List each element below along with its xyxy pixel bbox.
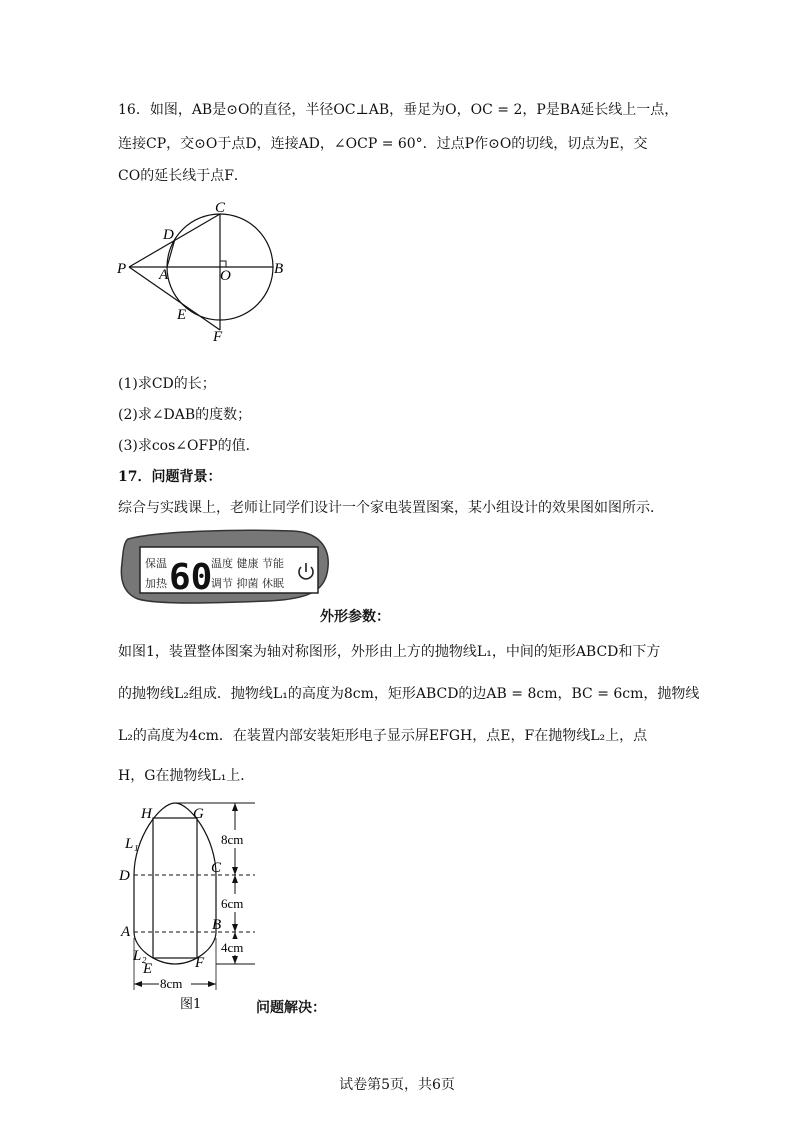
fig1-label-D: D — [119, 868, 130, 884]
fig1-label-L2: L₂ — [133, 948, 147, 964]
fig1-label-F: F — [195, 955, 205, 971]
q17-title: 17．问题背景： — [118, 469, 222, 485]
q17-p1: 如图1，装置整体图案为轴对称图形，外形由上方的抛物线L₁，中间的矩形ABCD和下方 — [118, 644, 661, 660]
label-B: B — [274, 261, 284, 277]
q16-line1: 16．如图，AB是⊙O的直径，半径OC⊥AB，垂足为O，OC = 2，P是BA延长线上一点， — [118, 102, 679, 118]
appliance-figure — [118, 527, 333, 607]
dim-4cm: 4cm — [221, 940, 244, 955]
fig1-label-A: A — [121, 924, 131, 940]
display-right-bottom: 调节 抑菌 休眠 — [211, 577, 284, 590]
q16-circle-figure — [115, 195, 295, 345]
q16-line3: CO的延长线于点F． — [118, 168, 248, 184]
label-E: E — [177, 307, 187, 323]
dim-8cm: 8cm — [221, 832, 244, 847]
q16-sub3: (3)求cos∠OFP的值． — [118, 438, 260, 454]
display-number: 60 — [169, 557, 213, 598]
fig1-diagram — [115, 798, 295, 1013]
q16-line2: 连接CP，交⊙O于点D，连接AD，∠OCP = 60°．过点P作⊙O的切线，切点为E，交 — [118, 136, 648, 152]
label-O: O — [220, 268, 231, 284]
fig1-label-E: E — [143, 961, 153, 977]
fig1-label-H: H — [141, 806, 152, 822]
q16-sub1: (1)求CD的长； — [118, 376, 216, 392]
fig1-label-L1: L₁ — [125, 836, 139, 852]
label-P: P — [117, 261, 127, 277]
label-A: A — [159, 267, 169, 283]
page-footer: 试卷第5页，共6页 — [339, 1077, 455, 1093]
display-right-top: 温度 健康 节能 — [211, 557, 284, 570]
fig1-label-B: B — [212, 917, 222, 933]
q17-p2: 的抛物线L₂组成．抛物线L₁的高度为8cm，矩形ABCD的边AB = 8cm，BC = 6cm，抛物线 — [118, 686, 700, 702]
label-F: F — [213, 329, 223, 345]
q17-p3: L₂的高度为4cm．在装置内部安装矩形电子显示屏EFGH，点E，F在抛物线L₂上，点 — [118, 728, 648, 744]
dim-6cm: 6cm — [221, 896, 244, 911]
problem-solving-heading: 问题解决： — [256, 1000, 326, 1016]
fig1-label-G: G — [193, 806, 204, 822]
display-left-bottom: 加热 — [145, 577, 167, 590]
q17-intro: 综合与实践课上，老师让同学们设计一个家电装置图案，某小组设计的效果图如图所示． — [118, 500, 664, 516]
dim-bottom-8cm: 8cm — [160, 976, 183, 991]
label-C: C — [215, 200, 226, 216]
q17-p4: H，G在抛物线L₁上． — [118, 768, 255, 784]
display-left-top: 保温 — [145, 557, 167, 570]
shape-params-heading: 外形参数： — [320, 609, 390, 625]
label-D: D — [163, 227, 174, 243]
fig1-label-C: C — [211, 860, 222, 876]
fig1-caption: 图1 — [180, 997, 202, 1012]
q16-sub2: (2)求∠DAB的度数； — [118, 407, 252, 423]
